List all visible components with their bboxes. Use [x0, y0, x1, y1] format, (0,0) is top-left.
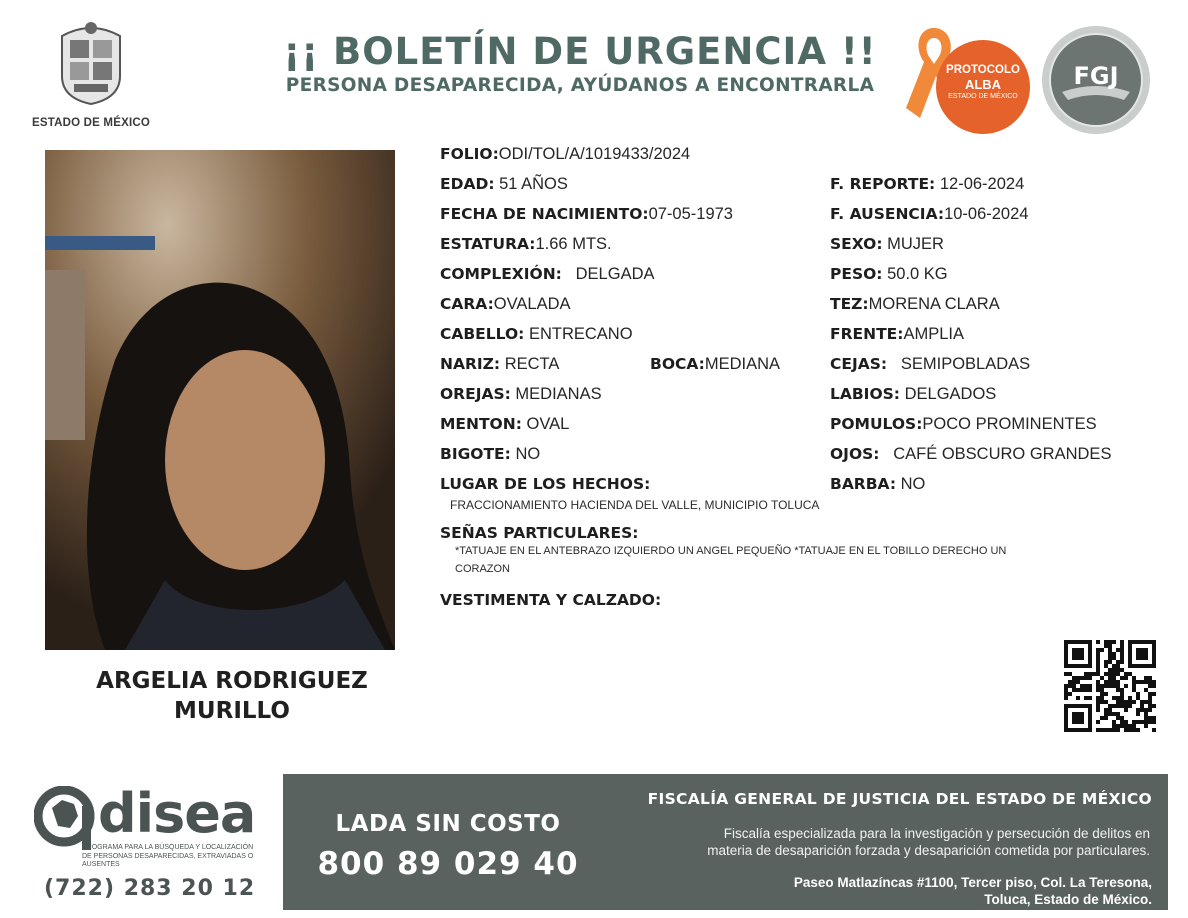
- field-pomulos: POMULOS:POCO PROMINENTES: [830, 415, 1097, 433]
- person-name: ARGELIA RODRIGUEZ MURILLO: [96, 668, 368, 724]
- field-vestimenta-label: VESTIMENTA Y CALZADO:: [440, 591, 662, 609]
- field-cejas: CEJAS: SEMIPOBLADAS: [830, 355, 1031, 373]
- field-folio: FOLIO:ODI/TOL/A/1019433/2024: [440, 145, 691, 163]
- fgj-seal-icon: [1040, 24, 1152, 136]
- field-peso: PESO: 50.0 KG: [830, 265, 948, 283]
- field-complexion: COMPLEXIÓN: DELGADA: [440, 265, 655, 283]
- fgj-label: FGJ: [1073, 62, 1119, 90]
- lada-label: LADA SIN COSTO: [335, 811, 561, 837]
- odisea-description: PROGRAMA PARA LA BÚSQUEDA Y LOCALIZACIÓN DE PERSONAS DESAPARECIDAS, EXTRAVIADAS O AUSENTES: [82, 844, 254, 868]
- person-photo: [45, 150, 395, 650]
- alba-badge: PROTOCOLO ALBA ESTADO DE MÉXICO: [936, 40, 1030, 134]
- fiscalia-footer-bar: [283, 774, 1168, 910]
- bulletin-title: ¡¡ BOLETÍN DE URGENCIA !!: [283, 30, 877, 73]
- field-nacimiento: FECHA DE NACIMIENTO:07-05-1973: [440, 205, 733, 223]
- field-menton: MENTON: OVAL: [440, 415, 570, 433]
- toll-free-number[interactable]: 800 89 029 40: [317, 846, 579, 882]
- field-estatura: ESTATURA:1.66 MTS.: [440, 235, 612, 253]
- field-ojos: OJOS: CAFÉ OBSCURO GRANDES: [830, 445, 1112, 463]
- field-ausencia: F. AUSENCIA:10-06-2024: [830, 205, 1029, 223]
- odisea-logo: [34, 782, 274, 868]
- field-frente: FRENTE:AMPLIA: [830, 325, 964, 343]
- bulletin-subtitle: PERSONA DESAPARECIDA, AYÚDANOS A ENCONTRARLA: [285, 75, 875, 96]
- portrait-image: [45, 150, 395, 650]
- field-lugar-value: FRACCIONAMIENTO HACIENDA DEL VALLE, MUNICIPIO TOLUCA: [450, 498, 820, 512]
- field-cabello: CABELLO: ENTRECANO: [440, 325, 633, 343]
- field-lugar-label: LUGAR DE LOS HECHOS:: [440, 475, 651, 493]
- coat-of-arms-icon: [54, 18, 128, 106]
- field-edad: EDAD: 51 AÑOS: [440, 175, 568, 193]
- field-cara: CARA:OVALADA: [440, 295, 571, 313]
- field-senas-label: SEÑAS PARTICULARES:: [440, 524, 639, 542]
- field-barba: BARBA: NO: [830, 475, 926, 493]
- fiscalia-address: Paseo Matlazíncas #1100, Tercer piso, Col. La Teresona, Toluca, Estado de México.: [793, 875, 1152, 907]
- field-labios: LABIOS: DELGADOS: [830, 385, 997, 403]
- protocolo-alba-logo: [900, 20, 1032, 136]
- field-reporte: F. REPORTE: 12-06-2024: [830, 175, 1025, 193]
- field-boca: BOCA:MEDIANA: [650, 355, 781, 373]
- field-senas-value: *TATUAJE EN EL ANTEBRAZO IZQUIERDO UN ANGEL PEQUEÑO *TATUAJE EN EL TOBILLO DERECHO UN CORAZON: [455, 545, 1007, 575]
- field-orejas: OREJAS: MEDIANAS: [440, 385, 602, 403]
- local-phone[interactable]: (722) 283 20 12: [44, 876, 256, 901]
- field-sexo: SEXO: MUJER: [830, 235, 944, 253]
- odisea-map-pin-icon: [34, 786, 98, 852]
- odisea-wordmark: disea: [98, 782, 256, 845]
- fiscalia-name: FISCALÍA GENERAL DE JUSTICIA DEL ESTADO DE MÉXICO: [647, 790, 1152, 808]
- field-tez: TEZ:MORENA CLARA: [830, 295, 1000, 313]
- qr-code-icon[interactable]: [1064, 640, 1156, 732]
- field-nariz: NARIZ: RECTA: [440, 355, 560, 373]
- field-bigote: BIGOTE: NO: [440, 445, 541, 463]
- state-label: ESTADO DE MÉXICO: [32, 117, 150, 129]
- fiscalia-description: Fiscalía especializada para la investigación y persecución de delitos en materia de desaparición forzada y desaparición cometida por particulares.: [707, 826, 1150, 858]
- estado-de-mexico-logo: [28, 18, 154, 129]
